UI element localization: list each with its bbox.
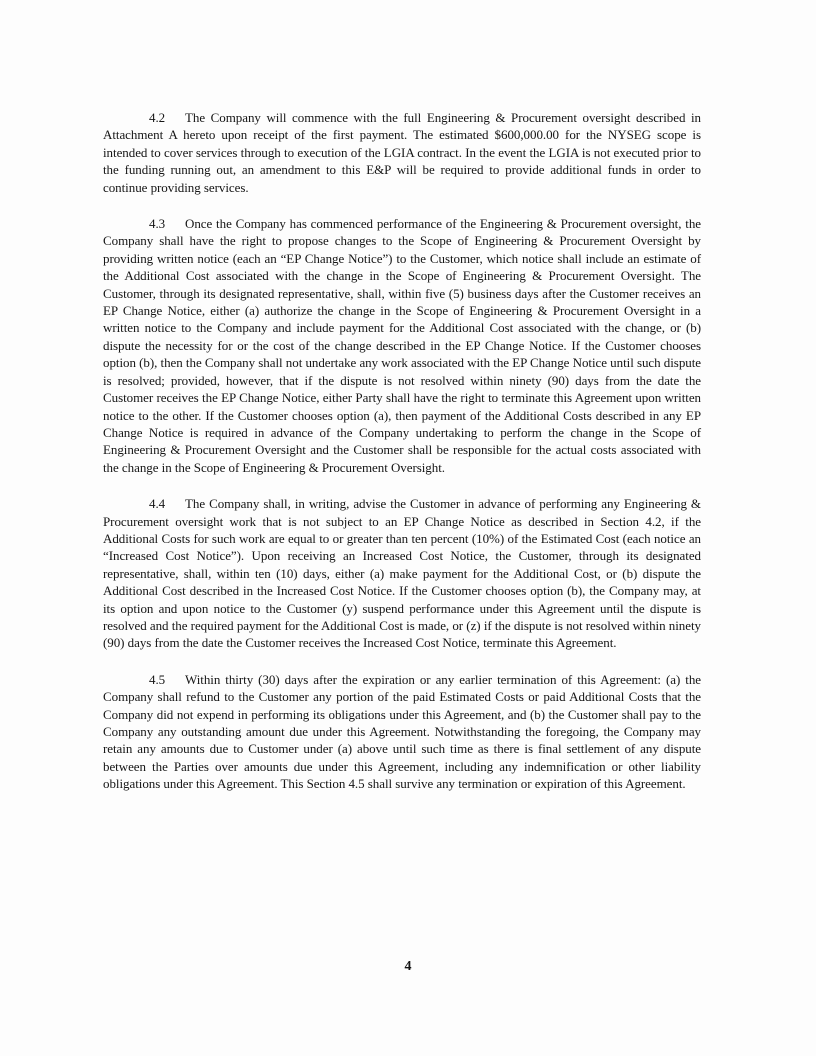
- section-number: 4.5: [149, 671, 166, 687]
- section-text: Within thirty (30) days after the expiration or any earlier termination of this Agreement: (a) the Company shall refund to the Customer any portion of the paid Estimated Costs or paid Additional Costs that the Company did not expend in performing its obligations under this Agreement, and (b) the Customer shall pay to the Company any outstanding amount due under this Agreement. Notwithstanding the foregoing, the Company may retain any amounts due to Customer under (a) above until such time as there is final settlement of any dispute between the Parties over amounts due under this Agreement, including any indemnification or other liability obligations under this Agreement. This Section 4.5 shall survive any termination or expiration of this Agreement.: [103, 671, 701, 792]
- section-4-5-paragraph: [103, 671, 701, 793]
- section-number: 4.3: [149, 216, 166, 232]
- section-4-2-paragraph: [103, 109, 701, 196]
- section-text: The Company will commence with the full Engineering & Procurement oversight described in Attachment A hereto upon receipt of the first payment. The estimated $600,000.00 for the NYSEG scope is intended to cover services through to execution of the LGIA contract. In the event the LGIA is not executed prior to the funding running out, an amendment to this E&P will be required to provide additional funds in order to continue providing services.: [103, 110, 701, 195]
- section-text: The Company shall, in writing, advise the Customer in advance of performing any Engineering & Procurement oversight work that is not subject to an EP Change Notice as described in Section 4.2, if the Additional Costs for such work are equal to or greater than ten percent (10%) of the Estimated Cost (each notice an “Increased Cost Notice”). Upon receiving an Increased Cost Notice, the Customer, through its designated representative, shall, within ten (10) days, either (a) make payment for the Additional Cost, or (b) dispute the Additional Cost described in the Increased Cost Notice. If the Customer chooses option (b), the Company may, at its option and upon notice to the Customer (y) suspend performance under this Agreement until the dispute is resolved and the required payment for the Additional Cost is made, or (z) if the dispute is not resolved within ninety (90) days from the date the Customer receives the Increased Cost Notice, terminate this Agreement.: [103, 496, 701, 651]
- section-number: 4.4: [149, 496, 166, 512]
- document-body: [103, 109, 701, 812]
- section-number: 4.2: [149, 110, 166, 125]
- page-number: 4: [404, 959, 412, 974]
- section-4-3-paragraph: [103, 215, 701, 476]
- section-4-4-paragraph: [103, 495, 701, 652]
- section-text: Once the Company has commenced performance of the Engineering & Procurement oversight, the Company shall have the right to propose changes to the Scope of Engineering & Procurement Oversight by providing written notice (each an “EP Change Notice”) to the Customer, which notice shall include an estimate of the Additional Cost associated with the change in the Scope of Engineering & Procurement Oversight. The Customer, through its designated representative, shall, within five (5) business days after the Customer receives an EP Change Notice, either (a) authorize the change in the Scope of Engineering & Procurement Oversight in a written notice to the Company and include payment for the Additional Cost associated with the change, or (b) dispute the necessity for or the cost of the change described in the EP Change Notice. If the Customer chooses option (b), then the Company shall not undertake any work associated with the EP Change Notice until such dispute is resolved; provided, however, that if the dispute is not resolved within ninety (90) days from the date the Customer receives the EP Change Notice, either Party shall have the right to terminate this Agreement upon written notice to the other. If the Customer chooses option (a), then payment of the Additional Costs described in any EP Change Notice is required in advance of the Company undertaking to perform the change in the Scope of Engineering & Procurement Oversight and the Customer shall be responsible for the actual costs associated with the change in the Scope of Engineering & Procurement Oversight.: [103, 216, 701, 475]
